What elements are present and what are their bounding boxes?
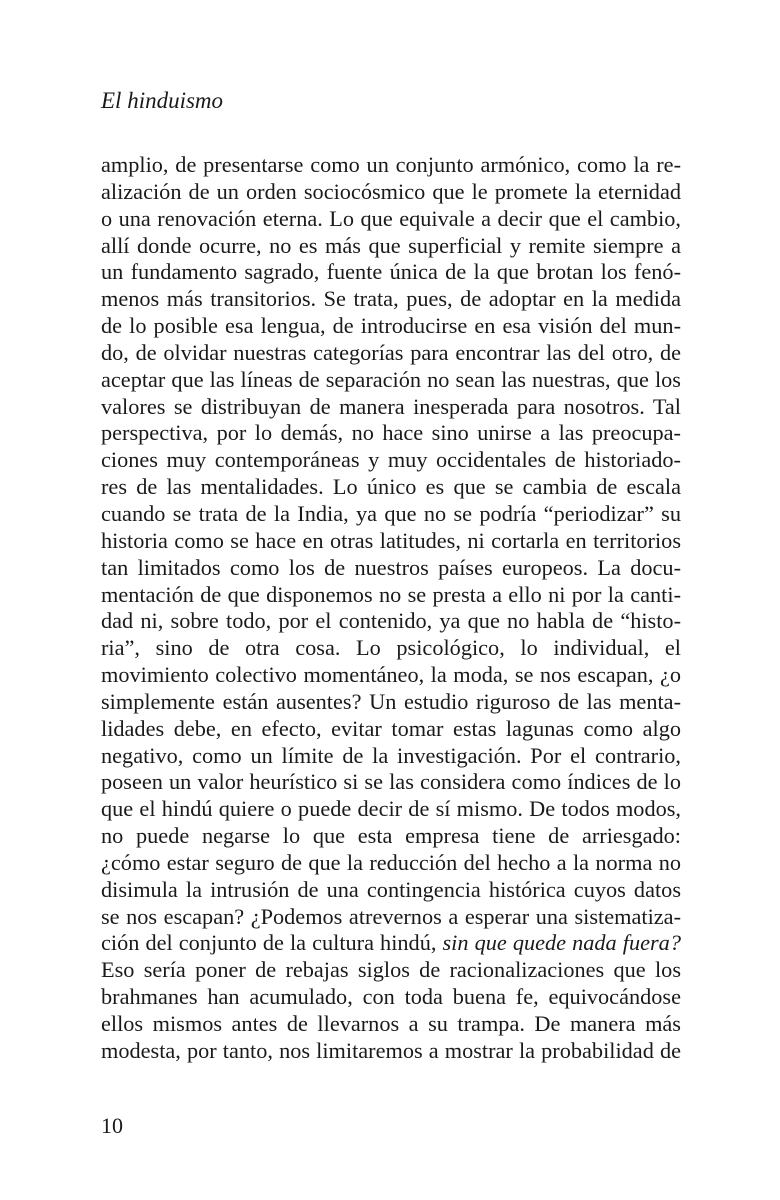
running-header: El hinduismo	[101, 88, 224, 113]
text-line: res de las mentalidades. Lo único es que se cambia de escala	[101, 474, 681, 500]
text-line: modesta, por tanto, nos limitaremos a mostrar la probabilidad de	[101, 1037, 681, 1063]
text-line: movimiento colectivo momentáneo, la moda, se nos escapan, ¿o	[101, 662, 681, 688]
text-line: historia como se hace en otras latitudes, ni cortarla en territorios	[101, 527, 681, 553]
text-line: mentación de que disponemos no se presta a ello ni por la canti-	[101, 581, 681, 607]
text-line: cuando se trata de la India, ya que no se podría “periodizar” su	[101, 500, 681, 526]
text-line: ellos mismos antes de llevarnos a su trampa. De manera más	[101, 1011, 681, 1036]
text-line: valores se distribuyan de manera inesperada para nosotros. Tal	[101, 393, 681, 419]
text-line: allí donde ocurre, no es más que superficial y remite siempre a	[101, 232, 681, 258]
text-line: o una renovación eterna. Lo que equivale a decir que el cambio,	[101, 205, 681, 231]
text-line: aceptar que las líneas de separación no sean las nuestras, que los	[101, 366, 681, 392]
text-line: lidades debe, en efecto, evitar tomar estas lagunas como algo	[101, 715, 681, 741]
text-line: Eso sería poner de rebajas siglos de racionalizaciones que los	[101, 957, 681, 983]
text-line: ria”, sino de otra cosa. Lo psicológico, lo individual, el	[101, 635, 681, 661]
text-line: ¿cómo estar seguro de que la reducción del hecho a la norma no	[101, 849, 681, 875]
text-segment: ción del conjunto de la cultura hindú,	[101, 930, 443, 956]
text-line: do, de olvidar nuestras categorías para encontrar las del otro, de	[101, 339, 681, 365]
text-line: que el hindú quiere o puede decir de sí mismo. De todos modos,	[101, 796, 681, 822]
text-line: negativo, como un límite de la investigación. Por el contrario,	[101, 742, 681, 768]
text-line: poseen un valor heurístico si se las considera como índices de lo	[101, 769, 681, 795]
text-line-with-italic	[101, 930, 681, 957]
text-line: de lo posible esa lengua, de introducirse en esa visión del mun-	[101, 313, 681, 339]
text-line: simplemente están ausentes? Un estudio riguroso de las menta-	[101, 688, 681, 714]
italic-phrase: sin que quede nada fuera?	[442, 930, 681, 956]
text-line: tan limitados como los de nuestros países europeos. La docu-	[101, 554, 681, 580]
text-line: perspectiva, por lo demás, no hace sino unirse a las preocupa-	[101, 420, 681, 446]
text-line: disimula la intrusión de una contingencia histórica cuyos datos	[101, 876, 681, 902]
text-line: no puede negarse lo que esta empresa tiene de arriesgado:	[101, 823, 681, 849]
body-text	[101, 152, 681, 1065]
text-line: brahmanes han acumulado, con toda buena fe, equivocándose	[101, 984, 681, 1010]
text-line: ciones muy contemporáneas y muy occidentales de historiado-	[101, 447, 681, 473]
text-line: alización de un orden sociocósmico que le promete la eternidad	[101, 178, 681, 204]
text-line: amplio, de presentarse como un conjunto armónico, como la re-	[101, 152, 681, 177]
text-line: se nos escapan? ¿Podemos atrevernos a esperar una sistematiza-	[101, 903, 681, 929]
text-line: un fundamento sagrado, fuente única de la que brotan los fenó-	[101, 259, 681, 285]
text-line: dad ni, sobre todo, por el contenido, ya que no habla de “histo-	[101, 608, 681, 634]
page-number: 10	[101, 1113, 123, 1138]
text-line: menos más transitorios. Se trata, pues, de adoptar en la medida	[101, 286, 681, 312]
